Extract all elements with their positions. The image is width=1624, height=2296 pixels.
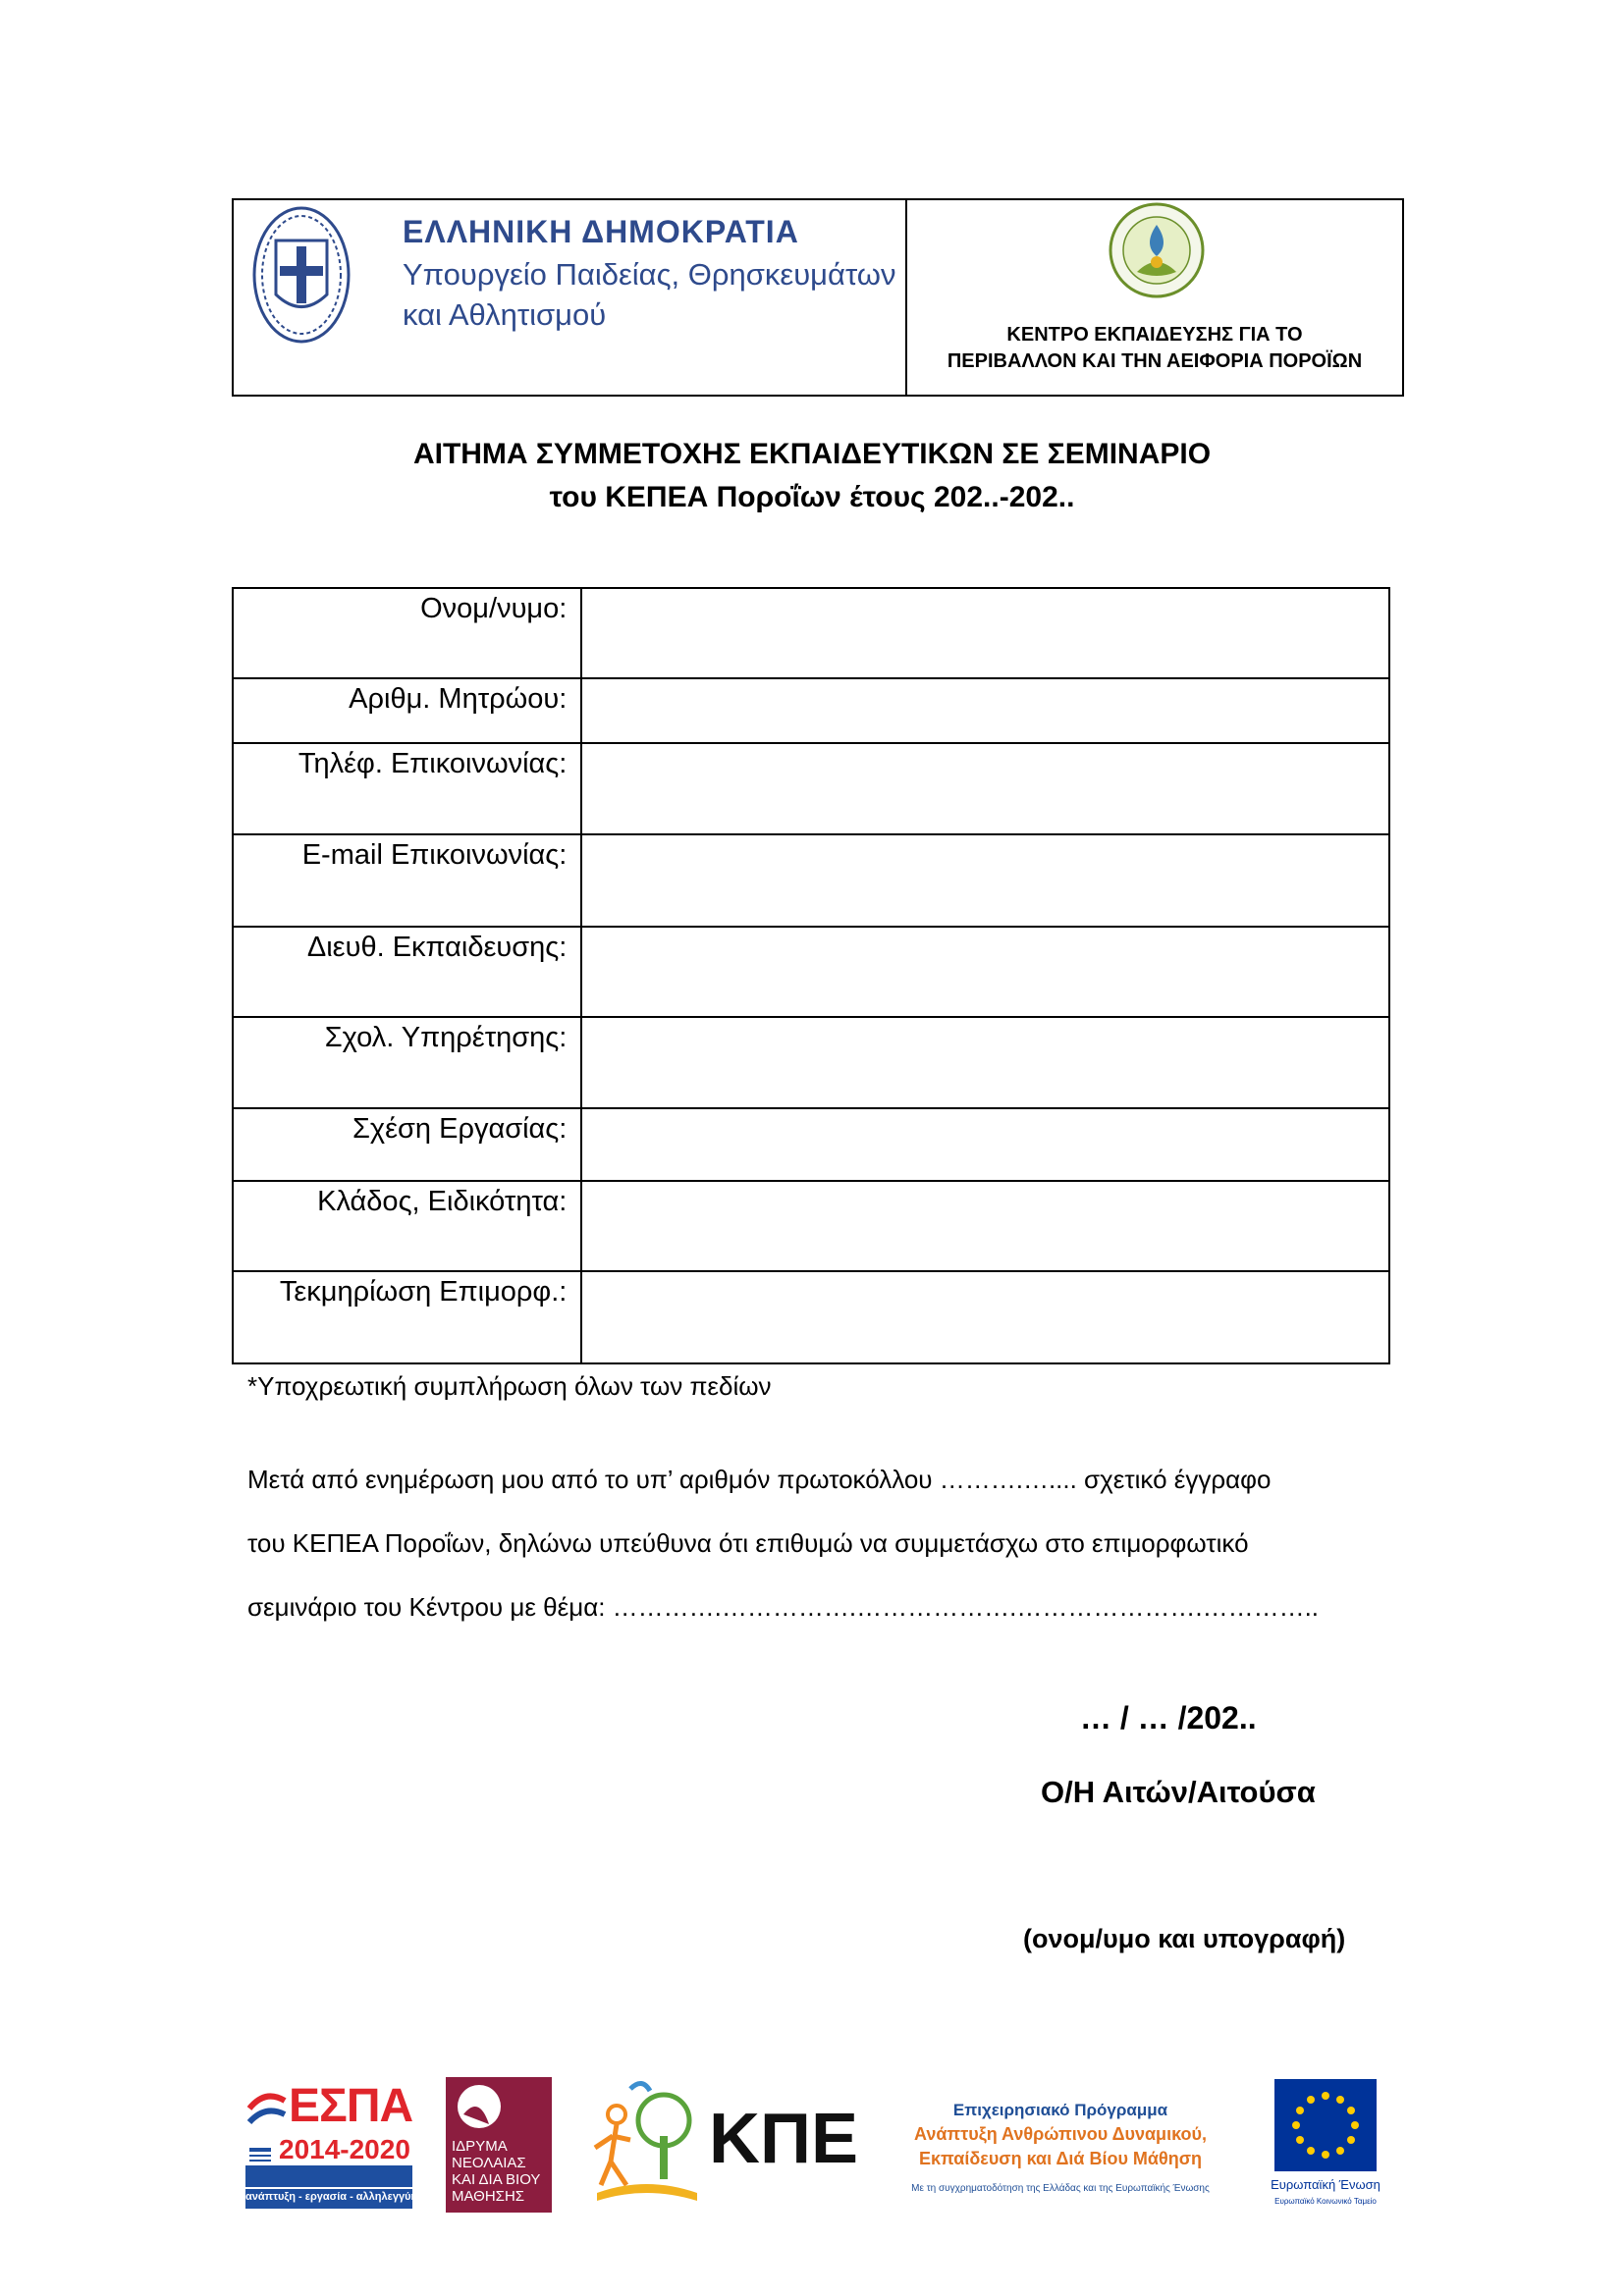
center-name-line1: ΚΕΝΤΡΟ ΕΚΠΑΙΔΕΥΣΗΣ ΓΙΑ ΤΟ: [1006, 324, 1303, 346]
specialty-field[interactable]: [581, 1181, 1389, 1271]
education-directorate-field[interactable]: [581, 927, 1389, 1017]
espa-name: ΕΣΠΑ: [289, 2080, 413, 2132]
field-label: Κλάδος, Ειδικότητα:: [233, 1181, 581, 1271]
email-field[interactable]: [581, 834, 1389, 927]
form-row-email: [233, 834, 1389, 927]
field-label: Σχολ. Υπηρέτησης:: [233, 1017, 581, 1108]
espa-logo: [245, 2079, 418, 2209]
kpe-tree-icon: [587, 2077, 705, 2211]
eu-flag-icon: [1271, 2079, 1380, 2173]
field-label: Αριθμ. Μητρώου:: [233, 678, 581, 743]
form-row-education-directorate: [233, 927, 1389, 1017]
field-label: Διευθ. Εκπαιδευσης:: [233, 927, 581, 1017]
form-row-employment: [233, 1108, 1389, 1181]
required-fields-note: *Υποχρεωτική συμπλήρωση όλων των πεδίων: [247, 1371, 772, 1401]
form-row-specialty: [233, 1181, 1389, 1271]
greek-coat-of-arms-icon: [250, 201, 353, 348]
kpe-text: ΚΠΕ: [709, 2100, 859, 2178]
center-name-line2: ΠΕΡΙΒΑΛΛΟΝ ΚΑΙ ΤΗΝ ΑΕΙΦΟΡΙΑ ΠΟΡΟΪΩΝ: [947, 350, 1363, 372]
phone-field[interactable]: [581, 743, 1389, 834]
eu-line2: Ευρωπαϊκό Κοινωνικό Ταμείο: [1274, 2197, 1377, 2206]
ministry-line3: και Αθλητισμού: [403, 297, 607, 332]
op-line2: Ανάπτυξη Ανθρώπινου Δυναμικού,: [914, 2124, 1207, 2144]
training-justification-field[interactable]: [581, 1271, 1389, 1363]
op-line3: Εκπαίδευση και Διά Βίου Μάθηση: [918, 2149, 1203, 2168]
school-field[interactable]: [581, 1017, 1389, 1108]
signature-name-sign: (ονομ/υμο και υπογραφή): [1023, 1924, 1346, 1953]
inedivim-text: [452, 2138, 540, 2205]
application-form-table: [232, 587, 1390, 1364]
inedivim-line3: ΚΑΙ ΔΙΑ ΒΙΟΥ: [452, 2171, 541, 2188]
espa-years: 2014-2020: [279, 2134, 410, 2164]
field-label: Τεκμηρίωση Επιμορφ.:: [233, 1271, 581, 1363]
op-line1: Επιχειρησιακό Πρόγραμμα: [952, 2101, 1168, 2119]
signature-date: … / … /202..: [1080, 1700, 1257, 1735]
inedivim-line2: ΝΕΟΛΑΙΑΣ: [452, 2155, 526, 2171]
document-subtitle: του ΚΕΠΕΑ Ποροΐων έτους 202..-202..: [549, 481, 1075, 513]
declaration-line2: του ΚΕΠΕΑ Ποροΐων, δηλώνω υπεύθυνα ότι επιθυμώ να συμμετάσχω στο επιμορφωτικό: [247, 1528, 1249, 1558]
espa-slogan: ανάπτυξη - εργασία - αλληλεγγύη: [245, 2191, 418, 2203]
ministry-line1: ΕΛΛΗΝΙΚΗ ΔΗΜΟΚΡΑΤΙΑ: [403, 214, 799, 249]
field-label: E-mail Επικοινωνίας:: [233, 834, 581, 927]
document-title: ΑΙΤΗΜΑ ΣΥΜΜΕΤΟΧΗΣ ΕΚΠΑΙΔΕΥΤΙΚΩΝ ΣΕ ΣΕΜΙΝΑΡΙΟ: [412, 438, 1212, 470]
form-row-name: [233, 588, 1389, 678]
operational-program-logo: [889, 2101, 1232, 2207]
ministry-line2: Υπουργείο Παιδείας, Θρησκευμάτων: [403, 257, 896, 292]
field-label: Τηλέφ. Επικοινωνίας:: [233, 743, 581, 834]
kpe-logo: [587, 2077, 859, 2211]
form-row-phone: [233, 743, 1389, 834]
field-label: Σχέση Εργασίας:: [233, 1108, 581, 1181]
declaration-line1: Μετά από ενημέρωση μου από το υπ’ αριθμόν πρωτοκόλλου ……….….... σχετικό έγγραφο: [247, 1465, 1272, 1494]
form-row-school: [233, 1017, 1389, 1108]
declaration-line3: σεμινάριο του Κέντρου με θέμα: ………….…………….……………….………………….…………..: [247, 1592, 1320, 1622]
eu-logo: [1271, 2079, 1380, 2213]
inedivim-line1: ΙΔΡΥΜΑ: [452, 2138, 508, 2155]
inedivim-line4: ΜΑΘΗΣΗΣ: [452, 2188, 525, 2205]
name-field[interactable]: [581, 588, 1389, 678]
op-line4: Με τη συγχρηματοδότηση της Ελλάδας και της Ευρωπαϊκής Ένωσης: [911, 2183, 1210, 2194]
kepea-seal-icon: [1108, 201, 1206, 299]
signature-applicant: Ο/Η Αιτών/Αιτούσα: [1041, 1775, 1316, 1809]
form-row-registry: [233, 678, 1389, 743]
form-row-training-justification: [233, 1271, 1389, 1363]
profile-head-icon: [446, 2077, 552, 2136]
registry-number-field[interactable]: [581, 678, 1389, 743]
inedivim-logo: [446, 2077, 552, 2213]
center-name: [907, 322, 1402, 375]
employment-relation-field[interactable]: [581, 1108, 1389, 1181]
field-label: Ονομ/νυμο:: [233, 588, 581, 678]
eu-line1: Ευρωπαϊκή Ένωση: [1271, 2177, 1380, 2192]
